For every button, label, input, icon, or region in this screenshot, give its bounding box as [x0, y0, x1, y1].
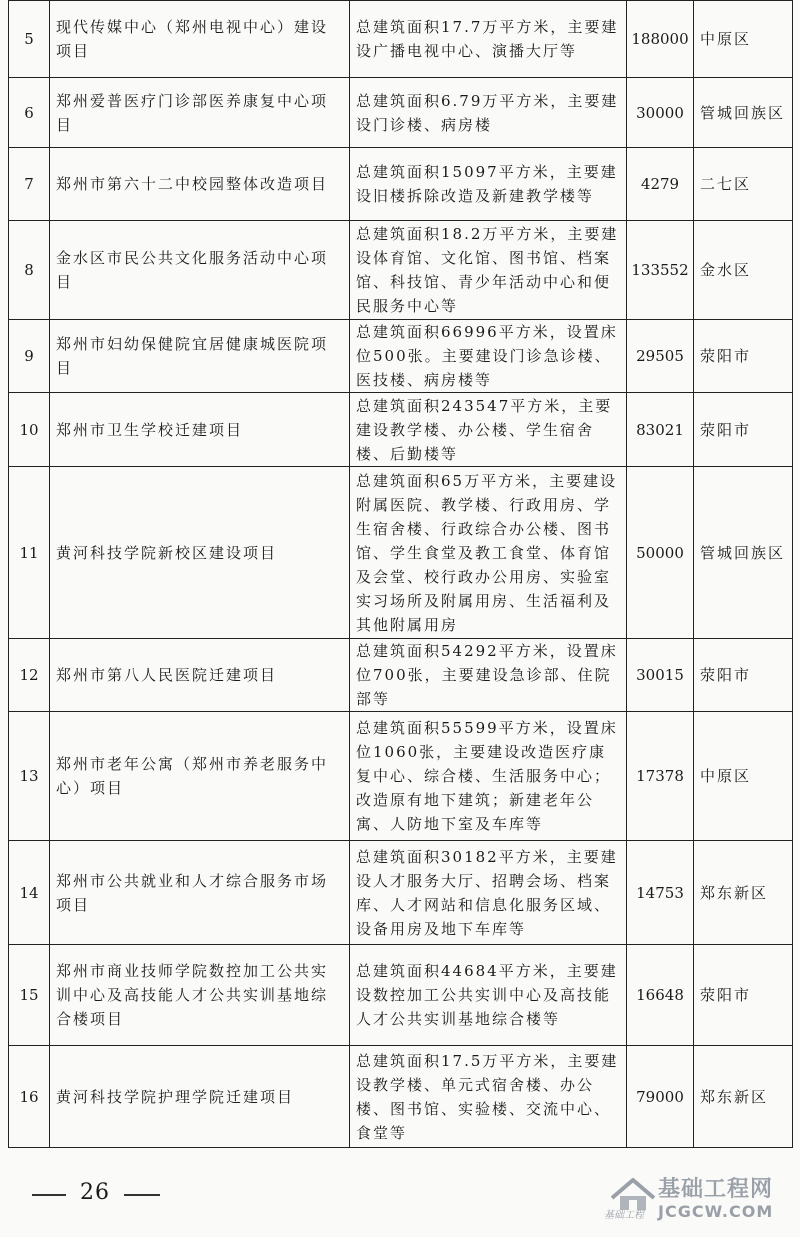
project-name: 现代传媒中心（郑州电视中心）建设项目 — [50, 1, 350, 78]
project-location: 管城回族区 — [694, 467, 793, 639]
table-row — [9, 467, 793, 639]
project-name: 黄河科技学院护理学院迁建项目 — [50, 1046, 350, 1148]
project-location: 荥阳市 — [694, 639, 793, 712]
construction-content: 总建筑面积55599平方米，设置床位1060张，主要建设改造医疗康复中心、综合楼、生活服务中心；改造原有地下建筑；新建老年公寓、人防地下室及车库等 — [350, 712, 627, 841]
project-table — [8, 0, 793, 1148]
investment-amount: 4279 — [627, 148, 694, 221]
project-name: 郑州市第六十二中校园整体改造项目 — [50, 148, 350, 221]
row-number: 6 — [9, 78, 50, 148]
table-row — [9, 945, 793, 1046]
project-location: 中原区 — [694, 1, 793, 78]
investment-amount: 83021 — [627, 393, 694, 467]
construction-content: 总建筑面积65万平方米，主要建设附属医院、教学楼、行政用房、学生宿舍楼、行政综合办公楼、图书馆、学生食堂及教工食堂、体育馆及会堂、校行政办公用房、实验室实习场所及附属用房、生活福利及其他附属用房 — [350, 467, 627, 639]
table-row — [9, 78, 793, 148]
project-location: 郑东新区 — [694, 1046, 793, 1148]
row-number: 8 — [9, 221, 50, 320]
table-row — [9, 1046, 793, 1148]
project-name: 郑州市商业技师学院数控加工公共实训中心及高技能人才公共实训基地综合楼项目 — [50, 945, 350, 1046]
row-number: 16 — [9, 1046, 50, 1148]
project-location: 二七区 — [694, 148, 793, 221]
table-row — [9, 639, 793, 712]
investment-amount: 30015 — [627, 639, 694, 712]
table-row — [9, 320, 793, 393]
project-location: 管城回族区 — [694, 78, 793, 148]
investment-amount: 79000 — [627, 1046, 694, 1148]
investment-amount: 17378 — [627, 712, 694, 841]
project-location: 荥阳市 — [694, 393, 793, 467]
construction-content: 总建筑面积54292平方米，设置床位700张，主要建设急诊部、住院部等 — [350, 639, 627, 712]
project-name: 郑州市卫生学校迁建项目 — [50, 393, 350, 467]
investment-amount: 50000 — [627, 467, 694, 639]
row-number: 12 — [9, 639, 50, 712]
watermark-signature: 基础工程 — [604, 1210, 644, 1221]
table-row — [9, 1, 793, 78]
construction-content: 总建筑面积30182平方米，主要建设人才服务大厅、招聘会场、档案库、人才网站和信息化服务区域、设备用房及地下车库等 — [350, 841, 627, 945]
footer-dash-left — [32, 1194, 66, 1196]
project-name: 郑州爱普医疗门诊部医养康复中心项目 — [50, 78, 350, 148]
construction-content: 总建筑面积18.2万平方米，主要建设体育馆、文化馆、图书馆、档案馆、科技馆、青少年活动中心和便民服务中心等 — [350, 221, 627, 320]
row-number: 7 — [9, 148, 50, 221]
table-row — [9, 393, 793, 467]
construction-content: 总建筑面积17.7万平方米，主要建设广播电视中心、演播大厅等 — [350, 1, 627, 78]
construction-content: 总建筑面积66996平方米，设置床位500张。主要建设门诊急诊楼、医技楼、病房楼等 — [350, 320, 627, 393]
watermark-url: JCGCW.COM — [658, 1202, 774, 1221]
investment-amount: 16648 — [627, 945, 694, 1046]
row-number: 9 — [9, 320, 50, 393]
project-name: 金水区市民公共文化服务活动中心项目 — [50, 221, 350, 320]
construction-content: 总建筑面积6.79万平方米，主要建设门诊楼、病房楼 — [350, 78, 627, 148]
construction-content: 总建筑面积243547平方米，主要建设教学楼、办公楼、学生宿舍楼、后勤楼等 — [350, 393, 627, 467]
investment-amount: 133552 — [627, 221, 694, 320]
row-number: 14 — [9, 841, 50, 945]
investment-amount: 30000 — [627, 78, 694, 148]
table-row — [9, 712, 793, 841]
watermark-title: 基础工程网 — [658, 1177, 774, 1202]
project-name: 郑州市第八人民医院迁建项目 — [50, 639, 350, 712]
construction-content: 总建筑面积17.5万平方米，主要建设教学楼、单元式宿舍楼、办公楼、图书馆、实验楼、交流中心、食堂等 — [350, 1046, 627, 1148]
row-number: 10 — [9, 393, 50, 467]
row-number: 13 — [9, 712, 50, 841]
table-row — [9, 148, 793, 221]
project-name: 郑州市妇幼保健院宜居健康城医院项目 — [50, 320, 350, 393]
row-number: 15 — [9, 945, 50, 1046]
investment-amount: 14753 — [627, 841, 694, 945]
investment-amount: 188000 — [627, 1, 694, 78]
row-number: 5 — [9, 1, 50, 78]
project-name: 黄河科技学院新校区建设项目 — [50, 467, 350, 639]
watermark — [604, 1172, 790, 1228]
project-location: 荥阳市 — [694, 945, 793, 1046]
project-location: 中原区 — [694, 712, 793, 841]
project-name: 郑州市公共就业和人才综合服务市场项目 — [50, 841, 350, 945]
page-number: 26 — [80, 1180, 110, 1205]
table-row — [9, 221, 793, 320]
project-location: 郑东新区 — [694, 841, 793, 945]
footer-dash-right — [124, 1194, 160, 1196]
construction-content: 总建筑面积15097平方米，主要建设旧楼拆除改造及新建教学楼等 — [350, 148, 627, 221]
project-name: 郑州市老年公寓（郑州市养老服务中心）项目 — [50, 712, 350, 841]
table-row — [9, 841, 793, 945]
project-location: 金水区 — [694, 221, 793, 320]
investment-amount: 29505 — [627, 320, 694, 393]
project-location: 荥阳市 — [694, 320, 793, 393]
construction-content: 总建筑面积44684平方米，主要建设数控加工公共实训中心及高技能人才公共实训基地综合楼等 — [350, 945, 627, 1046]
row-number: 11 — [9, 467, 50, 639]
